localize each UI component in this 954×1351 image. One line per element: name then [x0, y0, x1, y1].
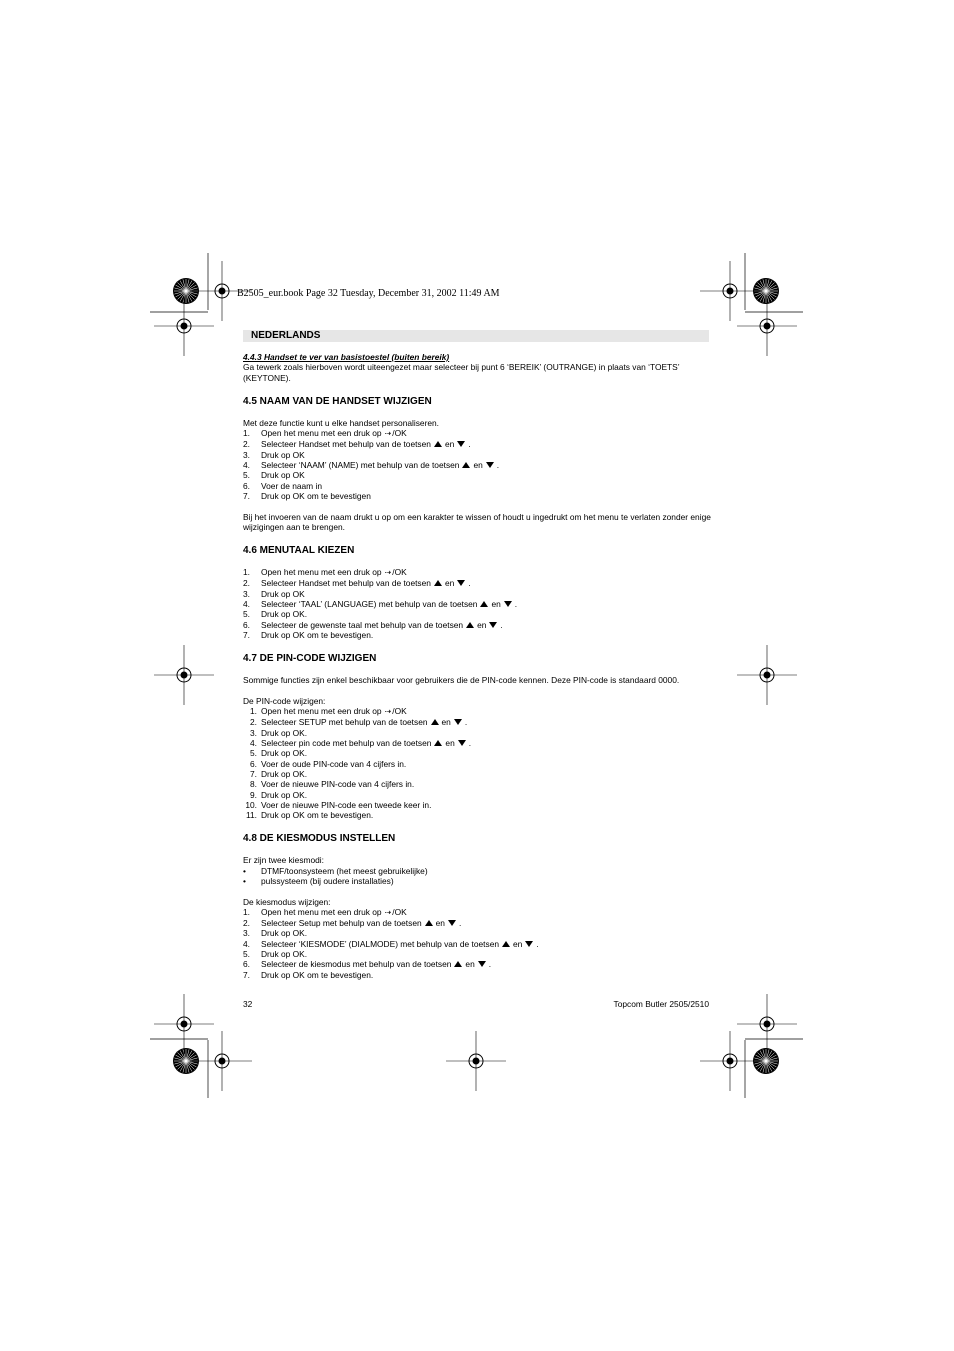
list-item: 5. Druk op OK.	[250, 748, 308, 759]
arrow-up-icon	[434, 740, 442, 746]
arrow-up-icon	[434, 441, 442, 447]
list-item: 6. Selecteer de kiesmodus met behulp van de toetsen en .	[243, 959, 492, 970]
section-45-intro: Met deze functie kunt u elke handset personaliseren.	[243, 417, 440, 428]
list-item: 3. Druk op OK	[243, 449, 305, 460]
list-item: • DTMF/toonsysteem (het meest gebruikelijke)	[243, 865, 428, 876]
list-item: 5. Druk op OK.	[243, 949, 308, 960]
arrow-up-icon	[466, 622, 474, 628]
section-443-title: 4.4.3 Handset te ver van basistoestel (buiten bereik)	[243, 352, 450, 362]
registration-target	[154, 645, 214, 705]
registration-target	[700, 1031, 760, 1091]
list-item: 4. Selecteer ‘KIESMODE’ (DIALMODE) met behulp van de toetsen en .	[243, 938, 539, 949]
product-name: Topcom Butler 2505/2510	[613, 999, 709, 1009]
list-item: 7. Druk op OK om te bevestigen.	[243, 969, 374, 980]
arrow-down-icon	[486, 462, 494, 468]
section-47-title: 4.7 DE PIN-CODE WIJZIGEN	[243, 653, 377, 665]
registration-target	[737, 994, 797, 1054]
section-48-intro: Er zijn twee kiesmodi:	[243, 855, 324, 866]
arrow-up-icon	[462, 462, 470, 468]
list-item: 1. Open het menu met een druk op ⇢/OK	[243, 428, 407, 439]
list-item: 11. Druk op OK om te bevestigen.	[245, 810, 374, 821]
section-48-bullets	[243, 866, 713, 887]
page-number: 32	[243, 999, 253, 1009]
menu-key-icon: ⇢	[384, 907, 392, 917]
arrow-up-icon	[434, 580, 442, 586]
registration-target	[737, 296, 797, 356]
list-item: 5. Druk op OK	[243, 470, 305, 481]
arrow-down-icon	[525, 941, 533, 947]
list-item: 6. Selecteer de gewenste taal met behulp van de toetsen en .	[243, 619, 503, 630]
section-47-steps	[243, 706, 713, 820]
language-bar: NEDERLANDS	[243, 330, 709, 342]
list-item: 2. Selecteer Handset met behulp van de toetsen en .	[243, 439, 471, 450]
arrow-up-icon	[431, 719, 439, 725]
list-item: 4. Selecteer pin code met behulp van de toetsen en .	[250, 738, 472, 749]
registration-target	[154, 296, 214, 356]
arrow-down-icon	[504, 601, 512, 607]
registration-target	[154, 994, 214, 1054]
section-47-lead: De PIN-code wijzigen:	[243, 695, 326, 706]
menu-key-icon: ⇢	[384, 568, 392, 578]
list-item: 4. Selecteer ‘TAAL’ (LANGUAGE) met behulp van de toetsen en .	[243, 599, 518, 610]
list-item: 7. Druk op OK om te bevestigen.	[243, 629, 374, 640]
list-item: 4. Selecteer ‘NAAM’ (NAME) met behulp van de toetsen en .	[243, 460, 500, 471]
list-item: 2. Selecteer SETUP met behulp van de toetsen en .	[250, 717, 468, 728]
list-item: 3. Druk op OK.	[243, 928, 308, 939]
arrow-down-icon	[478, 961, 486, 967]
menu-key-icon: ⇢	[384, 429, 392, 439]
section-48-title: 4.8 DE KIESMODUS INSTELLEN	[243, 833, 396, 845]
registration-target	[737, 645, 797, 705]
arrow-down-icon	[457, 580, 465, 586]
list-item: 2. Selecteer Setup met behulp van de toetsen en .	[243, 918, 462, 929]
list-item: • pulssysteem (bij oudere installaties)	[243, 875, 394, 886]
registration-target	[446, 1031, 506, 1091]
arrow-down-icon	[448, 920, 456, 926]
list-item: 2. Selecteer Handset met behulp van de toetsen en .	[243, 578, 471, 589]
arrow-down-icon	[489, 622, 497, 628]
list-item: 5. Druk op OK.	[243, 609, 308, 620]
list-item: 3. Druk op OK	[243, 588, 305, 599]
list-item: 1. Open het menu met een druk op ⇢/OK	[250, 706, 407, 717]
arrow-down-icon	[457, 441, 465, 447]
print-header: B2505_eur.book Page 32 Tuesday, December 31, 2002 11:49 AM	[237, 288, 500, 299]
arrow-up-icon	[480, 601, 488, 607]
section-443-body: Ga tewerk zoals hierboven wordt uiteengezet maar selecteer bij punt 6 ‘BEREIK’ (OUTRANGE) in plaats van ‘TOETS’ (KEYTONE).	[243, 362, 680, 383]
section-45-title: 4.5 NAAM VAN DE HANDSET WIJZIGEN	[243, 395, 432, 407]
menu-key-icon: ⇢	[384, 707, 392, 717]
list-item: 8. Voer de nieuwe PIN-code van 4 cijfers in.	[250, 779, 415, 790]
list-item: 9. Druk op OK.	[250, 789, 308, 800]
section-45-steps	[243, 428, 713, 501]
list-item: 7. Druk op OK.	[250, 768, 308, 779]
section-46-title: 4.6 MENUTAAL KIEZEN	[243, 545, 355, 557]
list-item: 1. Open het menu met een druk op ⇢/OK	[243, 906, 407, 917]
arrow-down-icon	[454, 719, 462, 725]
list-item: 1. Open het menu met een druk op ⇢/OK	[243, 567, 407, 578]
list-item: 10. Voer de nieuwe PIN-code een tweede keer in.	[245, 799, 432, 810]
list-item: 3. Druk op OK.	[250, 727, 308, 738]
arrow-up-icon	[425, 920, 433, 926]
arrow-down-icon	[458, 740, 466, 746]
section-48-steps	[243, 907, 713, 980]
arrow-up-icon	[502, 941, 510, 947]
section-48-lead: De kiesmodus wijzigen:	[243, 896, 331, 907]
list-item: 7. Druk op OK om te bevestigen	[243, 490, 371, 501]
list-item: 6. Voer de naam in	[243, 480, 322, 491]
arrow-up-icon	[454, 961, 462, 967]
section-47-intro: Sommige functies zijn enkel beschikbaar voor gebruikers die de PIN-code kennen. Deze PIN-code is standaard 0000.	[243, 675, 680, 686]
list-item: 6. Voer de oude PIN-code van 4 cijfers in.	[250, 758, 407, 769]
section-46-steps	[243, 567, 713, 640]
page-content	[243, 352, 713, 980]
section-45-note: Bij het invoeren van de naam drukt u op om een karakter te wissen of houdt u ingedrukt om het menu te verlaten zonder enige wijzigingen aan te brengen.	[243, 511, 711, 532]
registration-target	[192, 1031, 252, 1091]
